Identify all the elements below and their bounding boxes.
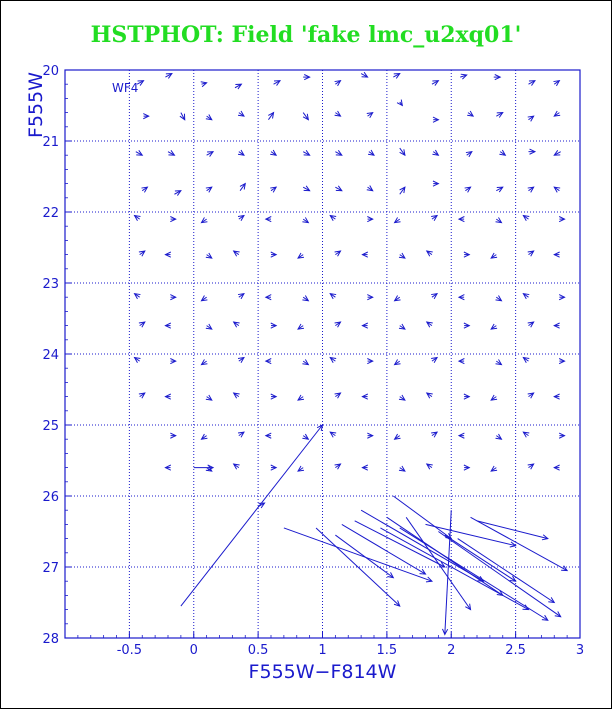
y-tick-label: 24 xyxy=(42,348,59,363)
connector-mark xyxy=(445,535,516,581)
x-tick-label: 3 xyxy=(575,643,585,658)
connector-mark xyxy=(380,528,528,610)
x-tick-label: -0.5 xyxy=(116,643,143,658)
connector-mark xyxy=(458,539,555,603)
vector-marks xyxy=(135,72,568,634)
y-tick-label: 25 xyxy=(42,419,59,434)
y-tick-label: 20 xyxy=(42,64,59,79)
y-tick-label: 28 xyxy=(42,632,59,647)
x-tick-label: 2 xyxy=(447,643,456,658)
connector-mark xyxy=(181,425,323,606)
y-tick-label: 26 xyxy=(42,490,59,505)
connector-mark-head xyxy=(542,615,548,620)
connector-mark-head xyxy=(548,597,554,602)
connector-mark xyxy=(471,517,568,570)
connector-mark xyxy=(477,521,548,539)
x-tick-label: 2.5 xyxy=(505,643,526,658)
x-tick-label: 1 xyxy=(318,643,327,658)
y-axis-label: F555W xyxy=(25,72,47,138)
y-tick-label: 23 xyxy=(42,277,59,292)
y-tick-label: 22 xyxy=(42,206,59,221)
chart-title: HSTPHOT: Field 'fake lmc_u2xq01' xyxy=(90,22,522,48)
x-tick-label: 0.5 xyxy=(247,643,269,658)
connector-mark xyxy=(406,517,470,609)
x-tick-label: 0 xyxy=(189,643,198,658)
y-tick-label: 27 xyxy=(42,561,59,576)
y-tick-label: 21 xyxy=(42,135,59,150)
connector-mark xyxy=(335,535,393,578)
panel-label: WF4 xyxy=(112,81,139,95)
x-axis-label: F555W−F814W xyxy=(248,661,397,683)
connector-mark xyxy=(393,496,451,539)
connector-mark xyxy=(355,521,445,567)
connector-mark xyxy=(438,532,560,617)
connector-mark xyxy=(316,528,400,606)
x-tick-label: 1.5 xyxy=(376,643,398,658)
connector-mark xyxy=(284,528,432,581)
